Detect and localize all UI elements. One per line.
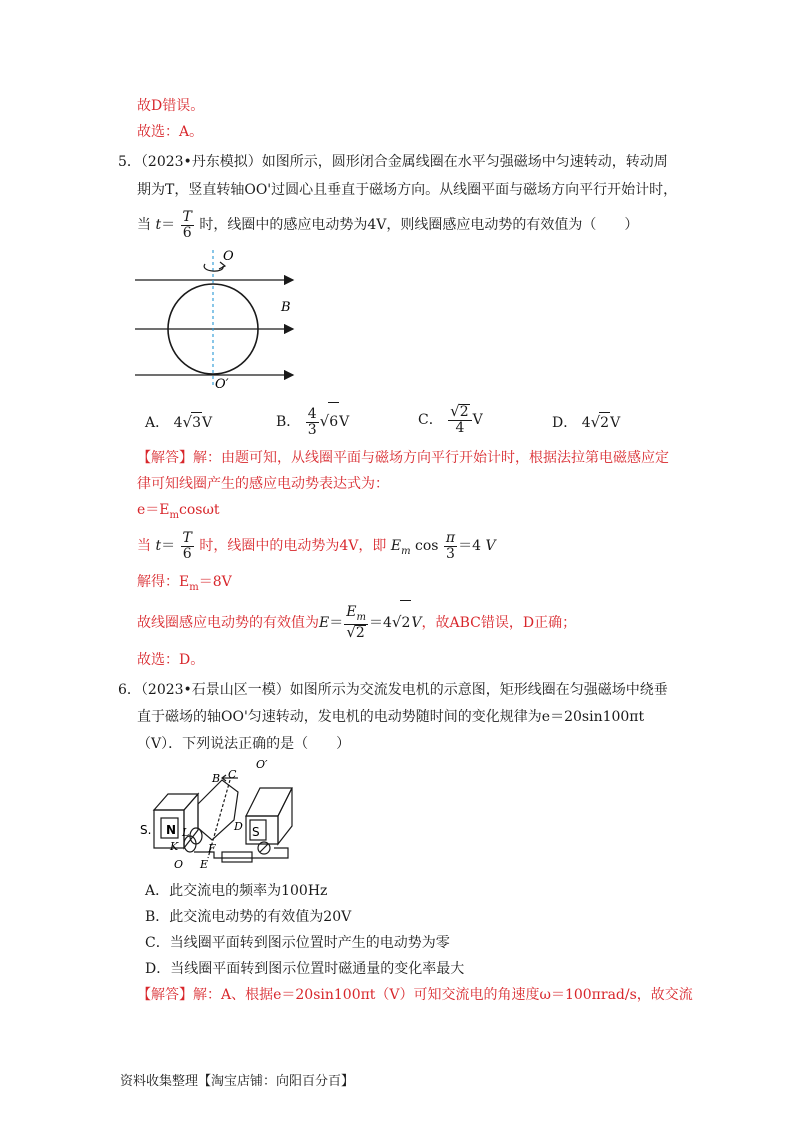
math-t: t <box>155 217 162 233</box>
answer-a: 故选：A。 <box>137 124 204 140</box>
option-c: C． $\frac{√2}{4}$ V <box>418 402 483 436</box>
frac-den: 6 <box>182 224 192 241</box>
option-c-label: C． <box>418 412 443 428</box>
solution6-text: 解：A、根据e＝20sin100πt（V）可知交流电的角速度ω＝100πrad/s，故交流 <box>193 987 693 1003</box>
option-a-value: 4√3V <box>173 413 213 431</box>
solution-tag: 【解答】 <box>137 450 193 466</box>
math-eq: ＝ <box>161 217 176 233</box>
label-s-left: S. <box>140 823 152 837</box>
label-o: O <box>223 249 234 264</box>
sol-math-eq: ＝ <box>161 538 176 554</box>
q5-line3-suffix: 时，线圈中的感应电动势为4V，则线圈感应电动势的有效值为（ ） <box>199 217 639 233</box>
option-d <box>552 412 620 433</box>
option-a <box>145 412 212 433</box>
label-o-prime: O′ <box>256 758 268 771</box>
label-b: B <box>281 300 291 315</box>
q5-line1: 5．（2023•丹东模拟）如图所示，圆形闭合金属线圈在水平匀强磁场中匀速转动，转动周 <box>118 154 668 170</box>
solution5-l4-pre: 当 <box>137 538 151 554</box>
option-d-value: 4√2V <box>581 413 621 431</box>
answer-d: 故选：D。 <box>137 652 205 668</box>
fraction-t-over-6 <box>181 210 194 241</box>
label-f: F <box>208 842 216 855</box>
magnet-s-side <box>278 788 292 844</box>
label-c: C <box>228 768 237 781</box>
sol-math-t: t <box>155 538 162 554</box>
q6-option-b: B．此交流电动势的有效值为20V <box>145 909 352 925</box>
option-d-label: D． <box>552 415 578 431</box>
sol-frac-den: 6 <box>182 545 192 562</box>
page-footer: 资料收集整理【淘宝店铺：向阳百分百】 <box>120 1074 355 1089</box>
q6-option-a: A．此交流电的频率为100Hz <box>145 883 328 899</box>
q5-line3-prefix: 当 <box>137 217 151 233</box>
solution5-l6-post: ，故ABC错误，D正确； <box>421 615 577 631</box>
label-b: B <box>212 772 221 785</box>
option-b-frac: $\frac{4}{3}$ <box>307 405 317 438</box>
label-e: E <box>200 858 209 870</box>
label-s-right: S <box>252 825 260 839</box>
solution5-line2: 律可知线圈产生的感应电动势表达式为： <box>137 476 389 492</box>
q6-line1: 6．（2023•石景山区一模）如图所示为交流发电机的示意图，矩形线圈在匀强磁场中绕垂 <box>118 682 668 698</box>
sol-emcos-expr: $E_m$ cos $\frac{\pi}{3}$ ＝4 V <box>390 529 496 562</box>
q6-option-d: D．当线圈平面转到图示位置时磁通量的变化率最大 <box>145 961 465 977</box>
solution6-tag: 【解答】 <box>137 987 193 1003</box>
q5-line3 <box>137 207 638 243</box>
resistor <box>222 852 252 862</box>
q6-option-c: C．当线圈平面转到图示位置时产生的电动势为零 <box>145 935 450 951</box>
label-o: O <box>174 858 184 870</box>
solution5-equation: $e=E_m\cos\omega t$ <box>137 502 220 521</box>
line-d-wrong: 故D错误。 <box>137 98 205 114</box>
label-l: L <box>182 826 190 839</box>
solution5-line5: 解得：$E_m=8V$ <box>137 574 232 593</box>
q6-line3: （V）．下列说法正确的是（ ） <box>137 736 351 752</box>
option-b-label: B． <box>276 414 301 430</box>
solution5-line4 <box>137 527 496 571</box>
q6-line2: 直于磁场的轴OO'匀速转动，发电机的电动势随时间的变化规律为e＝20sin100πt <box>137 709 645 725</box>
label-k: K <box>170 840 179 853</box>
option-a-label: A． <box>145 415 170 431</box>
solution5-line6 <box>137 600 576 645</box>
solution5-l4-mid: 时，线圈中的电动势为4V，即 <box>199 538 387 554</box>
figure-rotating-coil <box>135 245 305 390</box>
solution6-line1 <box>137 985 693 1005</box>
solution5-text1: 解：由题可知，从线圈平面与磁场方向平行开始计时，根据法拉第电磁感应定 <box>193 450 669 466</box>
frac-num: T <box>182 208 192 225</box>
option-c-frac: $\frac{√2}{4}$ <box>448 404 471 436</box>
option-b: B． $\frac{4}{3}$ √6V <box>276 402 349 441</box>
rotation-arrow-icon <box>204 264 223 271</box>
label-d: D <box>234 820 243 833</box>
figure-ac-generator <box>138 758 303 870</box>
sol-frac-num: T <box>182 529 192 546</box>
q5-line2: 期为T，竖直转轴OO'过圆心且垂直于磁场方向。从线圈平面与磁场方向平行开始计时， <box>137 182 678 198</box>
solution5-line1 <box>137 448 669 468</box>
coil-loop <box>198 780 238 840</box>
solution5-l6-pre: 故线圈感应电动势的有效值为 <box>137 615 319 631</box>
sol-fraction-t-over-6 <box>181 531 194 562</box>
label-o-prime: O′ <box>215 377 229 390</box>
label-n: N <box>166 823 177 837</box>
effective-value-expr: E＝ $\frac{E_m}{√2}$ ＝4√2V <box>319 615 421 631</box>
